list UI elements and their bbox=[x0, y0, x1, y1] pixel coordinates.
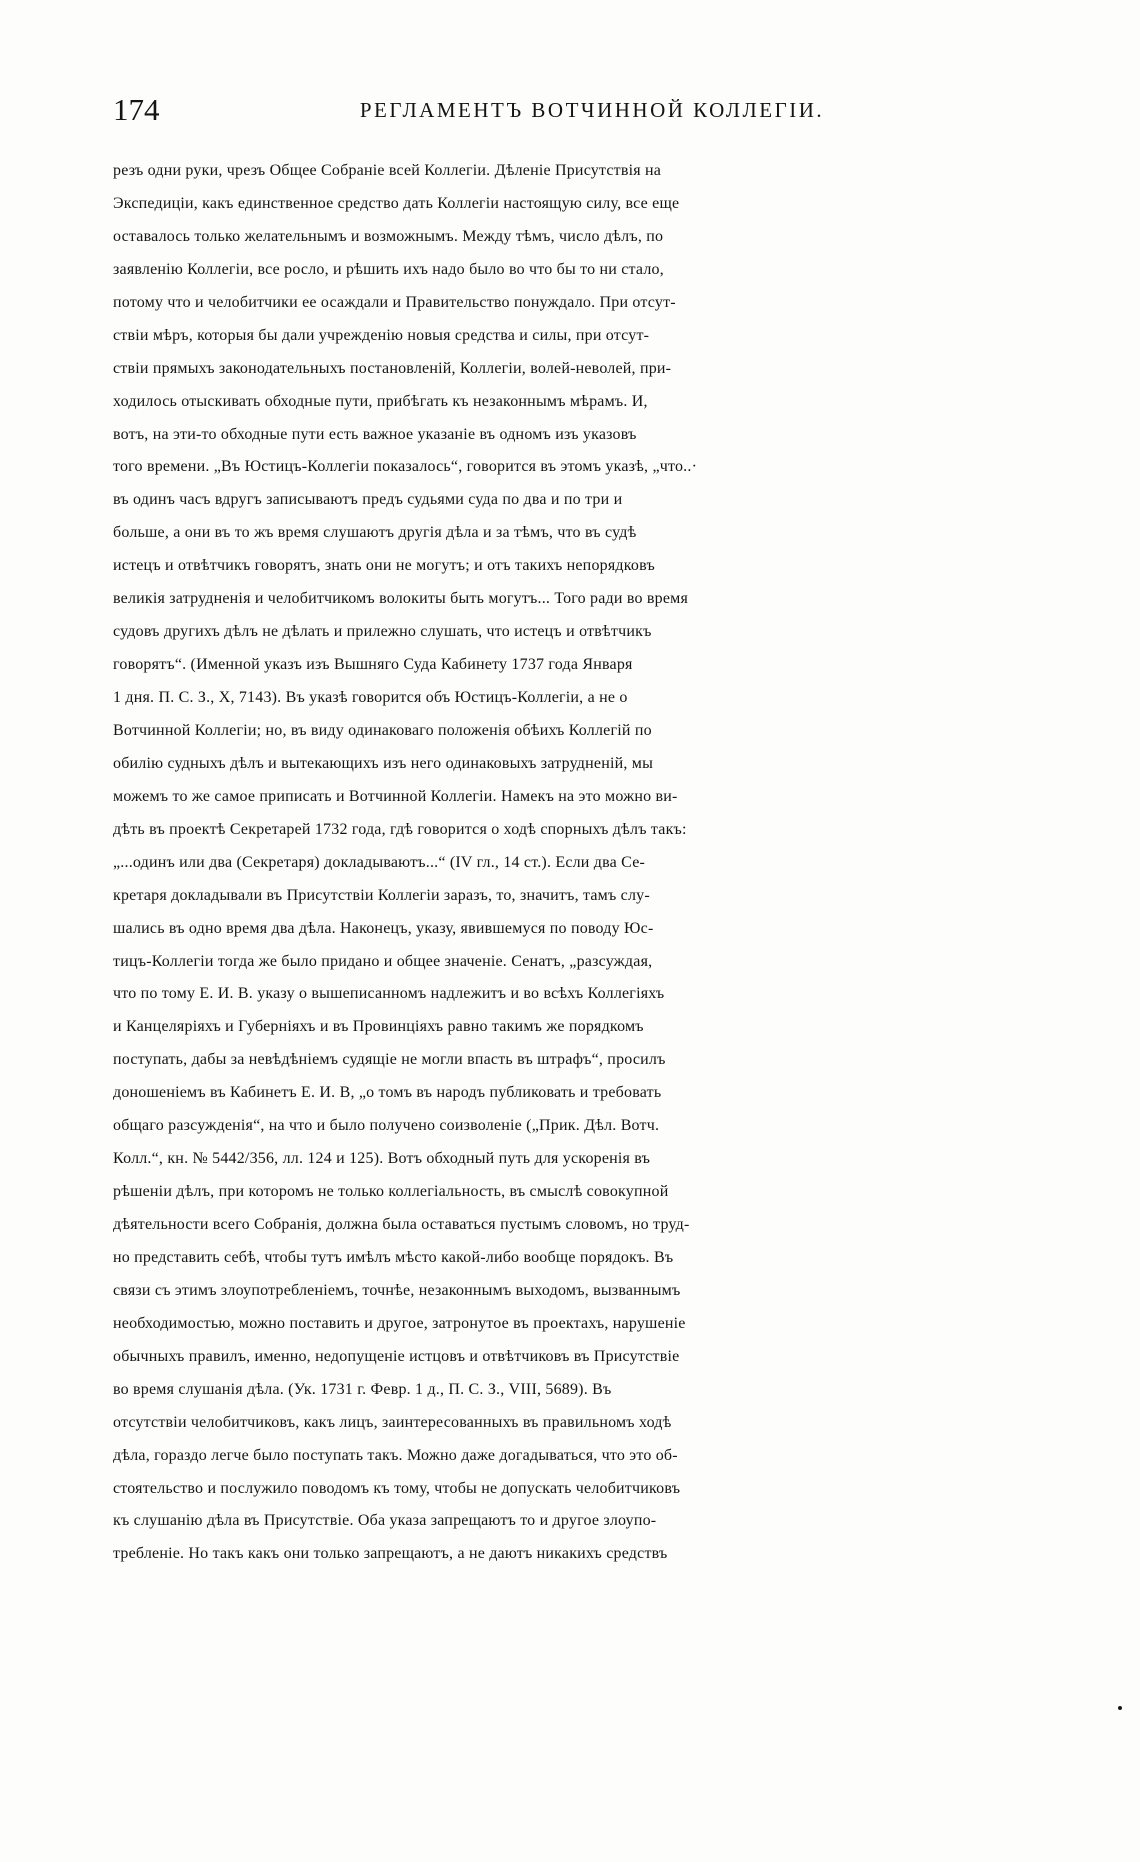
text-line: во время слушанія дѣла. (Ук. 1731 г. Февр. 1 д., П. С. З., VIII, 5689). Въ bbox=[113, 1380, 612, 1398]
text-line: связи съ этимъ злоупотребленіемъ, точнѣе, незаконнымъ выходомъ, вызваннымъ bbox=[113, 1281, 681, 1299]
text-line: дѣть въ проектѣ Секретарей 1732 года, гдѣ говорится о ходѣ спорныхъ дѣлъ такъ: bbox=[113, 820, 687, 838]
text-line: рѣшеніи дѣлъ, при которомъ не только коллегіальность, въ смыслѣ совокупной bbox=[113, 1183, 669, 1201]
text-line: истецъ и отвѣтчикъ говорятъ, знать они не могутъ; и отъ такихъ непорядковъ bbox=[113, 557, 655, 575]
text-line: Вотчинной Коллегіи; но, въ виду одинаковаго положенія обѣихъ Коллегій по bbox=[113, 721, 652, 739]
page-number: 174 bbox=[113, 92, 160, 127]
text-line: 1 дня. П. С. З., X, 7143). Въ указѣ говорится объ Юстицъ-Коллегіи, а не о bbox=[113, 689, 628, 706]
text-line: говорятъ“. (Именной указъ изъ Вышняго Суда Кабинету 1737 года Января bbox=[113, 656, 633, 674]
text-line: но представить себѣ, чтобы тутъ имѣлъ мѣсто какой-либо вообще порядокъ. Въ bbox=[113, 1248, 674, 1266]
ink-speck bbox=[1118, 1706, 1122, 1710]
text-line: заявленію Коллегіи, все росло, и рѣшить ихъ надо было во что бы то ни стало, bbox=[113, 260, 664, 278]
body-text bbox=[113, 155, 1071, 1571]
text-line: дѣятельности всего Собранія, должна была оставаться пустымъ словомъ, но труд- bbox=[113, 1216, 690, 1233]
text-line: поступать, дабы за невѣдѣніемъ судящіе не могли впасть въ штрафъ“, просилъ bbox=[113, 1051, 666, 1069]
text-line: отсутствіи челобитчиковъ, какъ лицъ, заинтересованныхъ въ правильномъ ходѣ bbox=[113, 1413, 672, 1431]
text-line: доношеніемъ въ Кабинетъ Е. И. В, „о томъ въ народъ публиковать и требовать bbox=[113, 1084, 662, 1102]
running-title: РЕГЛАМЕНТЪ ВОТЧИННОЙ КОЛЛЕГІИ. bbox=[359, 98, 825, 122]
text-line: „...одинъ или два (Секретаря) докладываютъ...“ (IV гл., 14 ст.). Если два Се- bbox=[113, 853, 646, 871]
text-line: великія затрудненія и челобитчикомъ волокиты быть могутъ... Того ради во время bbox=[113, 590, 689, 608]
text-line: обилію судныхъ дѣлъ и вытекающихъ изъ него одинаковыхъ затрудненій, мы bbox=[113, 754, 654, 772]
text-line: больше, а они въ то жъ время слушаютъ другія дѣла и за тѣмъ, что въ судѣ bbox=[113, 524, 637, 542]
text-line: Колл.“, кн. № 5442/356, лл. 124 и 125). Вотъ обходный путь для ускоренія въ bbox=[113, 1150, 651, 1168]
page-header bbox=[113, 92, 1071, 136]
text-line: вотъ, на эти-то обходные пути есть важное указаніе въ одномъ изъ указовъ bbox=[113, 425, 637, 443]
text-line: ствіи прямыхъ законодательныхъ постановленій, Коллегіи, волей-неволей, при- bbox=[113, 359, 672, 377]
text-line: судовъ другихъ дѣлъ не дѣлать и прилежно слушать, что истецъ и отвѣтчикъ bbox=[113, 623, 652, 641]
text-line: въ одинъ часъ вдругъ записываютъ предъ судьями суда по два и по три и bbox=[113, 491, 623, 509]
text-line: Экспедиціи, какъ единственное средство дать Коллегіи настоящую силу, все еще bbox=[113, 194, 680, 212]
text-line: дѣла, гораздо легче было поступать такъ. Можно даже догадываться, что это об- bbox=[113, 1446, 678, 1464]
text-line: ходилось отыскивать обходные пути, прибѣгать къ незаконнымъ мѣрамъ. И, bbox=[113, 392, 648, 410]
text-line: потому что и челобитчики ее осаждали и Правительство понуждало. При отсут- bbox=[113, 293, 676, 311]
text-line: резъ одни руки, чрезъ Общее Собраніе всей Коллегіи. Дѣленіе Присутствія на bbox=[113, 162, 662, 179]
text-line: можемъ то же самое приписать и Вотчинной Коллегіи. Намекъ на это можно ви- bbox=[113, 787, 678, 805]
text-line: и Канцеляріяхъ и Губерніяхъ и въ Провинціяхъ равно такимъ же порядкомъ bbox=[113, 1018, 644, 1036]
text-line: къ слушанію дѣла въ Присутствіе. Оба указа запрещаютъ то и другое злоупо- bbox=[113, 1512, 657, 1530]
text-line: стоятельство и послужило поводомъ къ тому, чтобы не допускать челобитчиковъ bbox=[113, 1479, 681, 1497]
text-line: общаго разсужденія“, на что и было получено соизволеніе („Прик. Дѣл. Вотч. bbox=[113, 1117, 660, 1135]
text-line: ствіи мѣръ, которыя бы дали учрежденію новыя средства и силы, при отсут- bbox=[113, 326, 650, 344]
text-line: тицъ-Коллегіи тогда же было придано и общее значеніе. Сенатъ, „разсуждая, bbox=[113, 952, 653, 970]
text-line: шались въ одно время два дѣла. Наконецъ, указу, явившемуся по поводу Юс- bbox=[113, 919, 654, 937]
text-line: того времени. „Въ Юстицъ-Коллегіи показалось“, говорится въ этомъ указѣ, „что..· bbox=[113, 458, 698, 476]
text-line: обычныхъ правилъ, именно, недопущеніе истцовъ и отвѣтчиковъ въ Присутствіе bbox=[113, 1347, 680, 1365]
text-line: оставалось только желательнымъ и возможнымъ. Между тѣмъ, число дѣлъ, по bbox=[113, 227, 664, 245]
text-line: кретаря докладывали въ Присутствіи Коллегіи заразъ, то, значитъ, тамъ слу- bbox=[113, 886, 650, 904]
text-line: что по тому Е. И. В. указу о вышеписанномъ надлежитъ и во всѣхъ Коллегіяхъ bbox=[113, 985, 665, 1003]
text-line: необходимостью, можно поставить и другое, затронутое въ проектахъ, нарушеніе bbox=[113, 1314, 686, 1332]
text-line: требленіе. Но такъ какъ они только запрещаютъ, а не даютъ никакихъ средствъ bbox=[113, 1545, 668, 1563]
